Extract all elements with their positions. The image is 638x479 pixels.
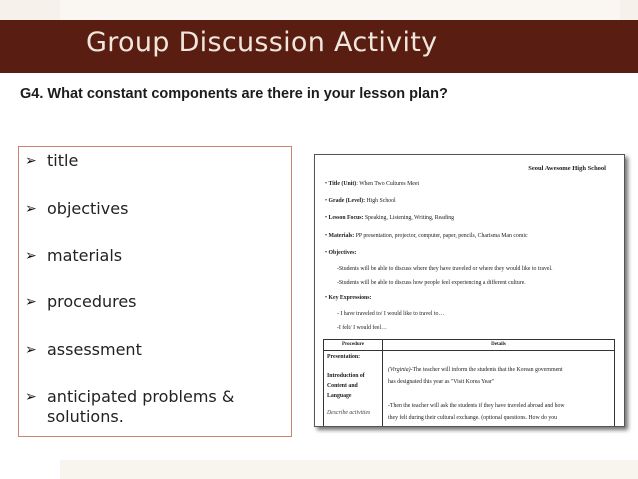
arrow-bullet-icon: ➢ <box>25 389 37 405</box>
doc-materials-line: • Materials: PP presentation, projector, computer, paper, pencils, Charisma Man comic <box>325 233 528 239</box>
doc-expressions-heading: • Key Expressions: <box>325 295 372 301</box>
doc-focus-line: • Lesson Focus: Speaking, Listening, Writing, Reading <box>325 215 455 221</box>
list-item <box>25 199 277 219</box>
arrow-bullet-icon: ➢ <box>25 294 37 310</box>
doc-table-cell: Content and <box>327 383 358 389</box>
list-item-label: objectives <box>47 199 129 218</box>
arrow-bullet-icon: ➢ <box>25 342 37 358</box>
list-item <box>25 151 277 171</box>
list-item-label: anticipated problems & solutions. <box>47 387 235 426</box>
slide-title: Group Discussion Activity <box>86 27 438 58</box>
doc-table-divider <box>382 340 383 427</box>
top-decor-strip <box>0 0 638 20</box>
arrow-bullet-icon: ➢ <box>25 201 37 217</box>
doc-table-cell: has designated this year as "Visit Korea Year" <box>388 379 495 385</box>
list-item <box>25 340 277 360</box>
list-item-label: assessment <box>47 340 142 359</box>
discussion-question: G4. What constant components are there in your lesson plan? <box>20 86 448 102</box>
bottom-decor-strip <box>60 460 638 479</box>
doc-table-header: Details <box>383 340 614 351</box>
doc-table-cell: Describe activities <box>327 410 371 416</box>
doc-objectives-heading: • Objectives: <box>325 250 357 256</box>
doc-table-cell: they felt during their cultural exchange. (optional questions. How do you <box>388 415 558 421</box>
doc-grade-line: • Grade (Level): High School <box>325 198 396 204</box>
list-item <box>25 387 277 427</box>
doc-table-cell: Language <box>327 393 352 399</box>
list-item <box>25 246 277 266</box>
arrow-bullet-icon: ➢ <box>25 153 37 169</box>
doc-objective: -Students will be able to discuss where they have traveled or where they would like to travel. <box>337 266 553 272</box>
doc-expression: -I felt/ I would feel… <box>337 325 387 331</box>
top-decor-strip-inner <box>60 0 620 20</box>
doc-expression: - I have traveled to/ I would like to travel to… <box>337 311 445 317</box>
list-item-label: title <box>47 151 79 170</box>
list-item <box>25 292 277 312</box>
arrow-bullet-icon: ➢ <box>25 248 37 264</box>
doc-title-line: • Title (Unit): When Two Cultures Meet <box>325 181 420 187</box>
doc-table-cell: Presentation: <box>327 354 361 360</box>
list-item-label: procedures <box>47 292 137 311</box>
doc-table-cell: Introduction of <box>327 373 365 379</box>
doc-school-name: Seoul Awesome High School <box>528 165 606 172</box>
components-box <box>18 146 292 437</box>
doc-objective: -Students will be able to discuss how people feel experiencing a different culture. <box>337 280 526 286</box>
doc-table-cell: -Then the teacher will ask the students if they have traveled abroad and how <box>388 403 565 409</box>
list-item-label: materials <box>47 246 123 265</box>
doc-procedure-table <box>323 339 615 427</box>
doc-table-cell: (Virginia)-The teacher will inform the students that the Korean government <box>388 367 563 373</box>
lesson-plan-image <box>314 154 625 427</box>
doc-table-header: Procedure <box>324 340 382 351</box>
